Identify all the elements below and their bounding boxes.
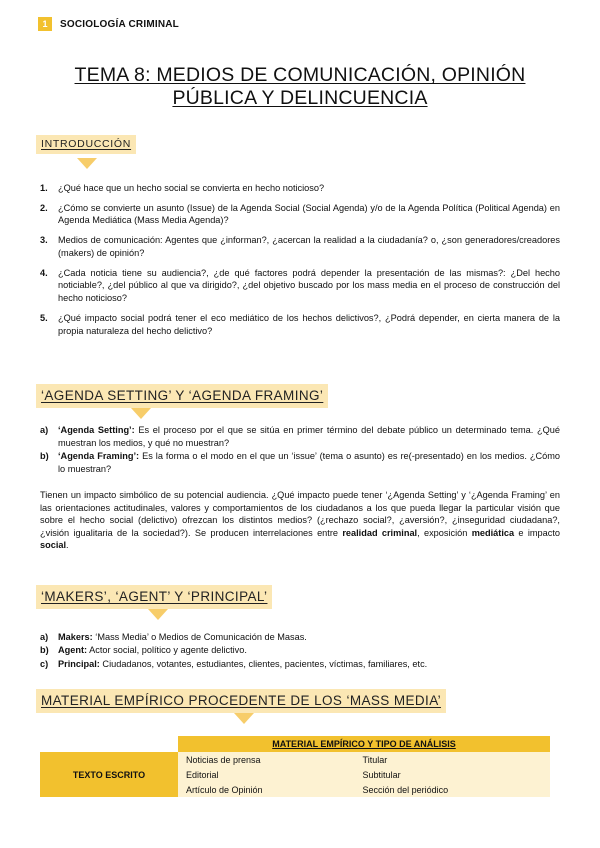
agenda-paragraph: Tienen un impacto simbólico de su potencial audiencia. ¿Qué impacto puede tener ‘¿Agenda Setting’ y ‘¿Agenda Framing’ en las orientaciones actitudinales, valores y comportamientos de los ciudadanos a los que pueda llegar la particular visión que sobre el hecho social (delictivo) ofrezcan los distintos medios? (¿rechazo social?, ¿aversión?, ¿inseguridad ciudadana?, ¿visión igualitaria de la sociedad?). Se producen interrelaciones entre realidad criminal, exposición mediática e impacto social.: [40, 490, 560, 551]
list-item: a) ‘Agenda Setting’: Es el proceso por el que se sitúa en primer término del debate público un determinado tema. ¿Qué muestran los medios, y qué no muestran?: [40, 425, 560, 448]
list-item: b) ‘Agenda Framing’: Es la forma o el modo en el que un ‘issue’ (tema o asunto) es re(-presentado) en los medios. ¿Cómo lo muestran?: [40, 450, 560, 474]
page-title: TEMA 8: MEDIOS DE COMUNICACIÓN, OPINIÓN PÚBLICA Y DELINCUENCIA: [74, 64, 526, 109]
list-item: 1. ¿Qué hace que un hecho social se convierta en hecho noticioso?: [40, 183, 325, 193]
list-item: c) Principal: Ciudadanos, votantes, estudiantes, clientes, pacientes, víctimas, familiares, etc.: [40, 658, 428, 669]
course-title: SOCIOLOGÍA CRIMINAL: [60, 18, 179, 30]
table-cell: Titular: [355, 752, 550, 767]
table-cell: Noticias de prensa: [178, 752, 355, 767]
list-item: 3. Medios de comunicación: Agentes que ¿informan?, ¿acercan la realidad a la ciudadanía? o, ¿son generadores/creadores (makers) de opinión?: [40, 235, 560, 258]
list-item: b) Agent: Actor social, político y agente delictivo.: [40, 645, 247, 656]
section-arrow: [77, 158, 97, 169]
section-heading-material: MATERIAL EMPÍRICO PROCEDENTE DE LOS ‘MASS MEDIA’: [36, 689, 446, 713]
makers-definition-list: [40, 631, 560, 671]
section-arrow: [234, 713, 254, 724]
intro-question-list: [40, 182, 560, 344]
section-heading-introduccion: INTRODUCCIÓN: [36, 135, 136, 154]
table-row-label: TEXTO ESCRITO: [40, 752, 178, 797]
section-heading-makers: ‘MAKERS’, ‘AGENT’ Y ‘PRINCIPAL’: [36, 585, 272, 609]
table-row: [40, 752, 550, 767]
table-cell: Sección del periódico: [355, 782, 550, 797]
section-arrow: [131, 408, 151, 419]
list-item: 2. ¿Cómo se convierte un asunto (Issue) de la Agenda Social (Social Agenda) y/o de la Agenda Política (Political Agenda) en Agenda Mediática (Mass Media Agenda)?: [40, 202, 560, 226]
table-cell: Editorial: [178, 767, 355, 782]
page-header: [38, 17, 179, 31]
page-number: 1: [38, 17, 52, 31]
table-cell: Artículo de Opinión: [178, 782, 355, 797]
agenda-definition-list: [40, 424, 560, 476]
section-heading-agenda: ‘AGENDA SETTING’ Y ‘AGENDA FRAMING’: [36, 384, 328, 408]
material-table: [40, 736, 550, 797]
table-cell: Subtitular: [355, 767, 550, 782]
list-item: a) Makers: ‘Mass Media’ o Medios de Comunicación de Masas.: [40, 632, 307, 642]
table-corner: [40, 736, 178, 752]
list-item: 5. ¿Qué impacto social podrá tener el eco mediático de los hechos delictivos?, ¿Podrá depender, en cierta manera de la propia naturaleza del hecho delictivo?: [40, 312, 560, 336]
list-item: 4. ¿Cada noticia tiene su audiencia?, ¿de qué factores podrá depender la presentación de las mismas?: ¿Del hecho noticiable?, ¿del público al que va dirigido?, ¿del objetivo buscado por los mass media en el proceso de construcción del hecho noticioso?: [40, 267, 560, 304]
table-header: MATERIAL EMPÍRICO Y TIPO DE ANÁLISIS: [178, 736, 550, 752]
section-arrow: [148, 609, 168, 620]
